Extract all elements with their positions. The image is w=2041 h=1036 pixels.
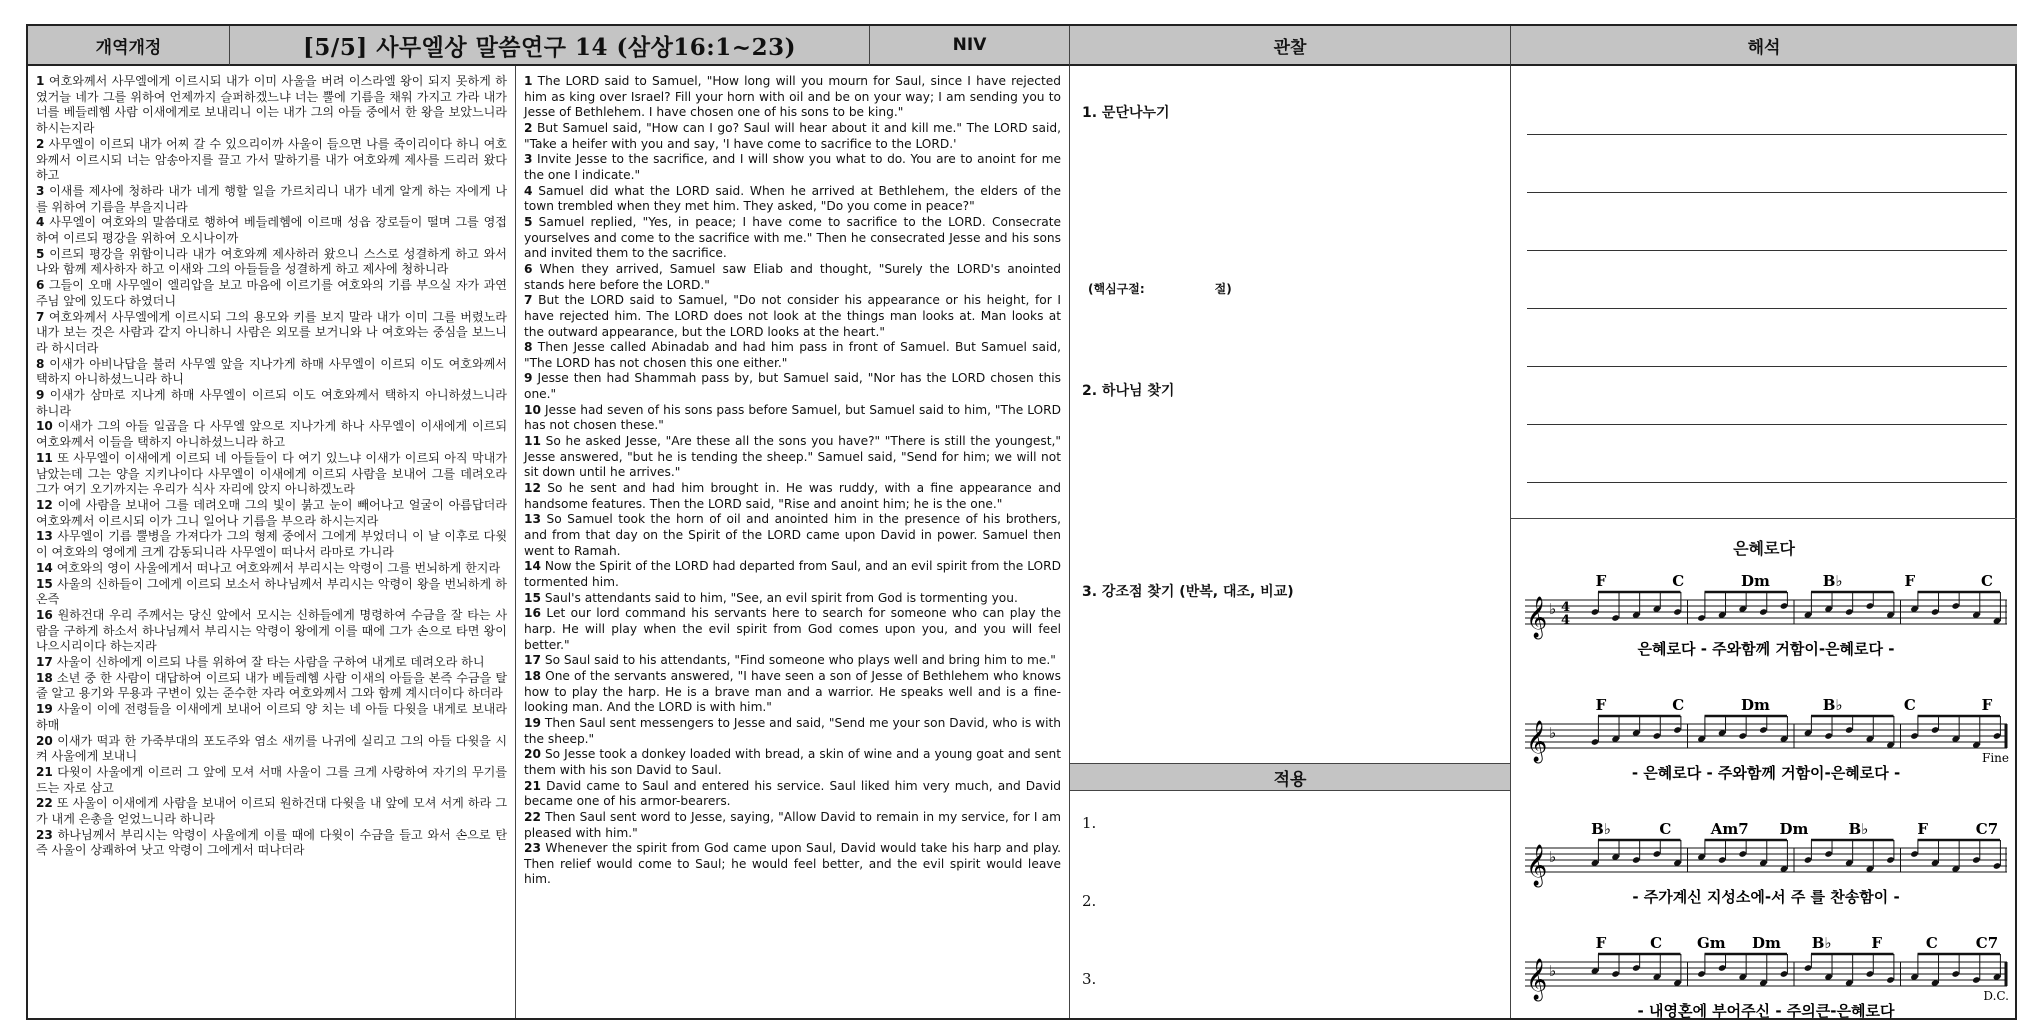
niv-verse-text: Jesse then had Shammah pass by, but Samuel said, "Nor has the LORD chosen this one." (524, 371, 1061, 402)
korean-verse-number: 15 (36, 576, 53, 591)
col-header-observation-label: 관찰 (1273, 37, 1307, 58)
niv-verse (524, 669, 1061, 716)
niv-verse-text: Saul's attendants said to him, "See, an evil spirit from God is tormenting you. (540, 590, 1018, 605)
col-header-observation (1070, 26, 1511, 66)
korean-verse-number: 17 (36, 655, 53, 670)
chord-symbol: B♭ (1822, 572, 1843, 590)
writing-line (1527, 250, 2007, 251)
page-title-cell (230, 26, 870, 66)
time-signature-top: 4 (1561, 600, 1571, 615)
lyrics-line: - 내영혼에 부어주신 - 주의큰-은혜로다 (1637, 1002, 1895, 1020)
korean-verse-text: 이새가 삼마로 지나게 하매 사무엘이 이르되 이도 여호와께서 택하지 아니하셨느니라 하니라 (36, 388, 507, 418)
niv-verse-text: Whenever the spirit from God came upon Saul, David would take his harp and play. Then relief would come to Saul; he would feel better, and the evil spirit would leave him. (524, 841, 1061, 887)
niv-verse-number: 8 (524, 340, 533, 355)
niv-verse (524, 747, 1061, 778)
korean-verse-text: 이새가 그의 아들 일곱을 다 사무엘 앞으로 지나가게 하나 사무엘이 이새에게 이르되 여호와께서 이들을 택하지 아니하셨느니라 하고 (36, 419, 507, 450)
chord-symbol: Dm (1740, 572, 1770, 590)
song-title: 은혜로다 (1733, 539, 1795, 558)
niv-verse (524, 591, 1061, 607)
niv-verse-text: So Jesse took a donkey loaded with bread, a skin of wine and a young goat and sent them with his son David to Saul. (524, 747, 1061, 777)
observation-item-paragraphs: 1. 문단나누기 (1082, 105, 1170, 121)
korean-verse-number: 9 (36, 388, 45, 403)
niv-verse-number: 10 (524, 402, 541, 417)
niv-verse-text: But the LORD said to Samuel, "Do not consider his appearance or his height, for I have rejected him. The LORD does not look at the things man looks at. Man looks at the outward appearance, but the LORD looks at the heart." (524, 293, 1061, 339)
korean-verse-number: 3 (36, 183, 45, 198)
chord-symbol: F (1871, 934, 1883, 952)
page-title: [5/5] 사무엘상 말씀연구 14 (삼상16:1~23) (303, 33, 796, 61)
korean-verse-text: 원하건대 우리 주께서는 당신 앞에서 모시는 신하들에게 명령하여 수금을 잘 타는 사람을 구하게 하소서 하나님께서 부리시는 악령이 왕에게 이를 때에 그가 손으로 타면 왕이 나으시리이다 하는지라 (36, 607, 507, 654)
niv-verse-text: So he asked Jesse, "Are these all the sons you have?" "There is still the youngest," Jesse answered, "but he is tending the sheep." Samuel said, "Send for him; we will not sit down until he arrives." (524, 434, 1061, 480)
chord-symbol: C (1650, 934, 1663, 952)
korean-verse-number: 23 (36, 827, 53, 842)
chord-symbol: B♭ (1848, 820, 1869, 838)
niv-verse-number: 5 (524, 214, 533, 229)
writing-line (1527, 192, 2007, 193)
application-item-1: 1. (1082, 814, 1097, 832)
chord-symbol: C (1903, 696, 1916, 714)
niv-verse-text: Then Jesse called Abinadab and had him pass in front of Samuel. But Samuel said, "The LORD has not chosen this one either." (524, 340, 1061, 370)
korean-verse-text: 이르되 평강을 위함이니라 내가 여호와께 제사하러 왔으니 스스로 성결하게 하고 와서 나와 함께 제사하자 하고 이새와 그의 아들들을 성결하게 하고 제사에 청하니라 (36, 246, 507, 277)
korean-verse-text: 또 사울이 이새에게 사람을 보내어 이르되 원하건대 다윗을 내 앞에 모셔 서게 하라 그가 내게 은총을 얻었느니라 하니라 (36, 796, 507, 827)
chord-symbol: C7 (1975, 934, 1999, 952)
korean-verse-number: 22 (36, 796, 53, 811)
korean-verse-text: 또 사무엘이 이새에게 이르되 네 아들들이 다 여기 있느냐 이새가 이르되 아직 막내가 남았는데 그는 양을 지키나이다 사무엘이 이새에게 이르되 사람을 보내어 그를 데려오라 그가 여기 오기까지는 우리가 식사 자리에 앉지 아니하겠노라 (36, 450, 507, 497)
korean-verse-number: 12 (36, 497, 53, 512)
chord-symbol: C (1981, 572, 1993, 590)
niv-verse-text: Samuel replied, "Yes, in peace; I have come to sacrifice to the LORD. Consecrate yourselves and come to the sacrifice with me." Then he consecrated Jesse and his sons and invited them to the sacrifice. (524, 214, 1061, 261)
niv-verse-number: 20 (524, 747, 541, 762)
niv-verse-text: The LORD said to Samuel, "How long will you mourn for Saul, since I have rejected him as king over Israel? Fill your horn with oil and be on your way; I am sending you to Jesse of Bethlehem. I have chosen one of his sons to be king." (524, 74, 1061, 120)
korean-verse (36, 357, 507, 388)
study-sheet (26, 24, 2017, 1020)
korean-verse-number: 6 (36, 278, 45, 293)
chord-symbol: B♭ (1822, 696, 1843, 714)
niv-verse-number: 18 (524, 668, 541, 683)
niv-verse-text: Then Saul sent messengers to Jesse and said, "Send me your son David, who is with the sheep." (524, 715, 1061, 746)
korean-verse-text: 이새가 떡과 한 가죽부대의 포도주와 염소 새끼를 나귀에 실리고 그의 아들 다윗을 시켜 사울에게 보내니 (36, 733, 507, 764)
col-header-interpretation-label: 해석 (1747, 37, 1781, 58)
niv-verse (524, 371, 1061, 402)
korean-verse-text: 사무엘이 여호와의 말씀대로 행하여 베들레헴에 이르매 성읍 장로들이 떨며 그를 영접하여 이르되 평강을 위하여 오시나이까 (36, 215, 507, 246)
korean-verse-number: 5 (36, 246, 45, 261)
lyrics-line: - 주가계신 지성소에-서 주 를 찬송함이 - (1632, 888, 1900, 906)
korean-verse-text: 여호와께서 사무엘에게 이르시되 내가 이미 사울을 버려 이스라엘 왕이 되지 못하게 하였거늘 네가 그를 위하여 언제까지 슬퍼하겠느냐 너는 뿔에 기름을 채워 가지고 가라 내가 너를 베들레헴 사람 이새에게로 보내리니 이는 내가 그의 아들 중에서 한 왕을 보았느니라 하시는지라 (36, 74, 507, 136)
niv-verse-number: 15 (524, 590, 541, 605)
lyrics-line: 은혜로다 - 주와함께 거함이-은혜로다 - (1637, 640, 1895, 658)
chord-symbol: C (1672, 696, 1685, 714)
niv-verse-text: Let our lord command his servants here to search for someone who can play the harp. He will play when the evil spirit from God comes upon you, and you will feel better." (524, 606, 1061, 652)
treble-clef-icon: 𝄞 (1526, 597, 1548, 638)
col-header-niv (870, 26, 1070, 66)
korean-verse (36, 561, 507, 577)
niv-verse-text: So Samuel took the horn of oil and anointed him in the presence of his brothers, and from that day on the Spirit of the LORD came upon David in power. Samuel then went to Ramah. (524, 512, 1061, 558)
niv-verse-number: 1 (524, 74, 533, 88)
niv-verse (524, 810, 1061, 841)
niv-verse-text: But Samuel said, "How can I go? Saul will hear about it and kill me." The LORD said, "Take a heifer with you and say, 'I have come to sacrifice to the LORD.' (524, 120, 1061, 151)
core-verse-label: (핵심구절: (1088, 282, 1145, 296)
observation-column (1070, 66, 1511, 1018)
niv-verse-number: 3 (524, 152, 533, 167)
niv-verse (524, 293, 1061, 340)
chord-symbol: Dm (1740, 696, 1770, 714)
niv-verse (524, 340, 1061, 371)
niv-verse-text: Then Saul sent word to Jesse, saying, "Allow David to remain in my service, for I am pleased with him." (524, 809, 1061, 840)
chord-symbol: F (1595, 934, 1607, 952)
korean-verse-text: 그들이 오매 사무엘이 엘리압을 보고 마음에 이르기를 여호와의 기름 부으실 자가 과연 주님 앞에 있도다 하였더니 (36, 278, 507, 308)
korean-verse (36, 608, 507, 655)
korean-verse-text: 사울의 신하들이 그에게 이르되 보소서 하나님께서 부리시는 악령이 왕을 번뇌하게 하온즉 (36, 576, 507, 607)
flat-key-signature-icon: ♭ (1549, 962, 1557, 980)
niv-verse (524, 481, 1061, 512)
niv-verse-number: 11 (524, 434, 541, 449)
fine-marking: Fine (1982, 751, 2009, 765)
chord-symbol: F (1595, 696, 1607, 714)
korean-verse (36, 671, 507, 702)
dc-marking: D.C. (1983, 989, 2009, 1003)
korean-verse (36, 702, 507, 733)
korean-verse (36, 498, 507, 529)
korean-verse-text: 사울이 이에 전령들을 이새에게 보내어 이르되 양 치는 네 아들 다윗을 내게로 보내라 하매 (36, 702, 507, 732)
flat-key-signature-icon: ♭ (1549, 600, 1557, 618)
korean-verse-number: 19 (36, 702, 53, 717)
niv-verse (524, 184, 1061, 215)
niv-verse-number: 19 (524, 715, 541, 730)
korean-verse (36, 278, 507, 309)
chord-symbol: F (1904, 572, 1916, 590)
sheet-music (1511, 536, 2017, 1018)
chord-symbol: C (1659, 820, 1672, 838)
niv-verse-text: David came to Saul and entered his service. Saul liked him very much, and David became one of his armor-bearers. (524, 778, 1061, 809)
korean-verse-text: 소년 중 한 사람이 대답하여 이르되 내가 베들레헴 사람 이새의 아들을 본즉 수금을 탈 줄 알고 용기와 무용과 구변이 있는 준수한 자라 여호와께서 그와 함께 계시더이다 하더라 (36, 670, 507, 701)
niv-verse (524, 215, 1061, 262)
niv-verse (524, 121, 1061, 152)
korean-verse (36, 655, 507, 671)
niv-verse-number: 13 (524, 512, 541, 527)
niv-verse (524, 779, 1061, 810)
korean-verse-number: 7 (36, 309, 45, 324)
korean-verse (36, 215, 507, 246)
chord-symbol: B♭ (1811, 934, 1832, 952)
korean-verse (36, 184, 507, 215)
interpretation-divider (1511, 518, 2017, 519)
korean-verse-text: 사무엘이 이르되 내가 어찌 갈 수 있으리이까 사울이 들으면 나를 죽이리이다 하니 여호와께서 이르시되 너는 암송아지를 끌고 가서 말하기를 내가 여호와께 제사를 드리러 왔다 하고 (36, 136, 507, 183)
writing-line (1527, 366, 2007, 367)
chord-symbol: C (1672, 572, 1685, 590)
application-header-label: 적용 (1273, 769, 1307, 790)
observation-item-emphasis: 3. 강조점 찾기 (반복, 대조, 비교) (1082, 584, 1294, 600)
korean-verse (36, 828, 507, 859)
chord-symbol: Dm (1751, 934, 1781, 952)
korean-verse-number: 1 (36, 74, 45, 88)
niv-verse-text: So he sent and had him brought in. He was ruddy, with a fine appearance and handsome features. Then the LORD said, "Rise and anoint him; he is the one." (524, 481, 1061, 511)
korean-verse-text: 이새가 아비나답을 불러 사무엘 앞을 지나가게 하매 사무엘이 이르되 이도 여호와께서 택하지 아니하셨느니라 하니 (36, 356, 507, 387)
niv-text-column (516, 66, 1070, 1018)
korean-verse-number: 8 (36, 356, 45, 371)
korean-verse (36, 247, 507, 278)
niv-verse-text: Now the Spirit of the LORD had departed from Saul, and an evil spirit from the LORD tormented him. (524, 559, 1061, 589)
niv-verse-number: 2 (524, 120, 533, 135)
writing-line (1527, 134, 2007, 135)
korean-verse-list (28, 66, 515, 859)
niv-verse (524, 152, 1061, 183)
niv-verse-number: 14 (524, 559, 541, 574)
niv-verse-number: 6 (524, 261, 533, 276)
niv-verse (524, 559, 1061, 590)
korean-verse (36, 388, 507, 419)
niv-verse-number: 12 (524, 481, 541, 496)
chord-symbol: Dm (1779, 820, 1809, 838)
korean-verse-text: 이에 사람을 보내어 그를 데려오매 그의 빛이 붉고 눈이 빼어나고 얼굴이 아름답더라 여호와께서 이르시되 이가 그니 일어나 기름을 부으라 하시는지라 (36, 497, 507, 528)
korean-verse-number: 2 (36, 136, 45, 151)
observation-item-find-god: 2. 하나님 찾기 (1082, 383, 1175, 399)
niv-verse-number: 9 (524, 371, 533, 386)
chord-symbol: B♭ (1591, 820, 1611, 838)
chord-symbol: C7 (1975, 820, 1999, 838)
niv-verse-text: When they arrived, Samuel saw Eliab and thought, "Surely the LORD's anointed stands here before the LORD." (524, 261, 1061, 292)
niv-verse (524, 262, 1061, 293)
chord-symbol: C (1925, 934, 1938, 952)
korean-verse-text: 여호와의 영이 사울에게서 떠나고 여호와께서 부리시는 악령이 그를 번뇌하게 한지라 (52, 560, 501, 575)
niv-verse (524, 403, 1061, 434)
korean-verse-number: 18 (36, 670, 53, 685)
col-header-interpretation (1511, 26, 2017, 66)
niv-verse (524, 841, 1061, 888)
flat-key-signature-icon: ♭ (1549, 724, 1557, 742)
col-header-niv-label: NIV (952, 35, 987, 55)
niv-verse-text: Invite Jesse to the sacrifice, and I will show you what to do. You are to anoint for me the one I indicate." (524, 152, 1061, 182)
niv-verse-list (516, 66, 1069, 888)
treble-clef-icon: 𝄞 (1526, 845, 1548, 886)
chord-symbol: Am7 (1710, 820, 1749, 838)
korean-verse (36, 310, 507, 357)
niv-verse-number: 7 (524, 293, 533, 308)
chord-symbol: Gm (1696, 934, 1726, 952)
application-item-2: 2. (1082, 892, 1097, 910)
korean-verse-text: 사울이 신하에게 이르되 나를 위하여 잘 타는 사람을 구하여 내게로 데려오라 하니 (52, 655, 485, 670)
niv-verse-number: 17 (524, 653, 541, 668)
niv-verse-text: So Saul said to his attendants, "Find someone who plays well and bring him to me." (540, 653, 1056, 668)
niv-verse-number: 16 (524, 606, 541, 621)
flat-key-signature-icon: ♭ (1549, 848, 1557, 866)
korean-text-column (28, 66, 516, 1018)
korean-verse (36, 137, 507, 184)
niv-verse-number: 22 (524, 809, 541, 824)
niv-verse-text: One of the servants answered, "I have seen a son of Jesse of Bethlehem who knows how to play the harp. He is a brave man and a warrior. He speaks well and is a fine-looking man. And the LORD is with him." (524, 668, 1061, 715)
chord-symbol: F (1981, 696, 1993, 714)
niv-verse-number: 4 (524, 183, 533, 198)
music-staff-area (1511, 536, 2017, 1018)
korean-verse (36, 74, 507, 137)
chord-symbol: F (1595, 572, 1607, 590)
writing-line (1527, 424, 2007, 425)
korean-verse-text: 이새를 제사에 청하라 내가 네게 행할 일을 가르치리니 내가 네게 알게 하는 자에게 나를 위하여 기름을 부을지니라 (36, 183, 507, 214)
treble-clef-icon: 𝄞 (1526, 959, 1548, 1000)
niv-verse-number: 23 (524, 841, 541, 856)
korean-verse (36, 451, 507, 498)
korean-verse (36, 529, 507, 560)
niv-verse-text: Jesse had seven of his sons pass before Samuel, but Samuel said to him, "The LORD has not chosen these." (524, 402, 1061, 433)
core-verse-suffix: 절) (1214, 282, 1232, 296)
writing-line (1527, 482, 2007, 483)
chord-symbol: F (1917, 820, 1928, 838)
korean-verse (36, 419, 507, 450)
col-header-korean-label: 개역개정 (95, 37, 162, 58)
application-item-3: 3. (1082, 970, 1097, 988)
niv-verse (524, 716, 1061, 747)
korean-verse-number: 21 (36, 764, 53, 779)
col-header-korean (28, 26, 230, 66)
time-signature-bottom: 4 (1561, 613, 1571, 628)
korean-verse-number: 4 (36, 215, 45, 230)
application-header (1070, 763, 1510, 791)
niv-verse (524, 434, 1061, 481)
korean-verse (36, 734, 507, 765)
korean-verse-number: 11 (36, 450, 53, 465)
niv-verse-number: 21 (524, 778, 541, 793)
korean-verse-number: 13 (36, 529, 53, 544)
treble-clef-icon: 𝄞 (1526, 721, 1548, 762)
korean-verse (36, 765, 507, 796)
korean-verse-text: 하나님께서 부리시는 악령이 사울에게 이를 때에 다윗이 수금을 들고 와서 손으로 탄즉 사울이 상쾌하여 낫고 악령이 그에게서 떠나더라 (36, 827, 507, 858)
niv-verse (524, 74, 1061, 121)
korean-verse-text: 다윗이 사울에게 이르러 그 앞에 모셔 서매 사울이 그를 크게 사랑하여 자기의 무기를 드는 자로 삼고 (36, 764, 507, 795)
observation-core-verse (1088, 280, 1232, 297)
korean-verse-number: 20 (36, 733, 53, 748)
korean-verse (36, 577, 507, 608)
korean-verse (36, 796, 507, 827)
interpretation-column (1511, 66, 2017, 1018)
niv-verse-text: Samuel did what the LORD said. When he arrived at Bethlehem, the elders of the town trembled when they met him. They asked, "Do you come in peace?" (524, 183, 1061, 214)
niv-verse (524, 512, 1061, 559)
korean-verse-number: 16 (36, 607, 53, 622)
lyrics-line: - 은혜로다 - 주와함께 거함이-은혜로다 - (1631, 764, 1901, 782)
niv-verse (524, 606, 1061, 653)
korean-verse-text: 사무엘이 기름 뿔병을 가져다가 그의 형제 중에서 그에게 부었더니 이 날 이후로 다윗이 여호와의 영에게 크게 감동되니라 사무엘이 떠나서 라마로 가니라 (36, 529, 507, 560)
niv-verse (524, 653, 1061, 669)
korean-verse-number: 14 (36, 560, 53, 575)
korean-verse-number: 10 (36, 419, 53, 434)
korean-verse-text: 여호와께서 사무엘에게 이르시되 그의 용모와 키를 보지 말라 내가 이미 그를 버렸노라 내가 보는 것은 사람과 같지 아니하니 사람은 외모를 보거니와 나 여호와는 중심을 보느니라 하시더라 (36, 309, 507, 355)
writing-line (1527, 308, 2007, 309)
